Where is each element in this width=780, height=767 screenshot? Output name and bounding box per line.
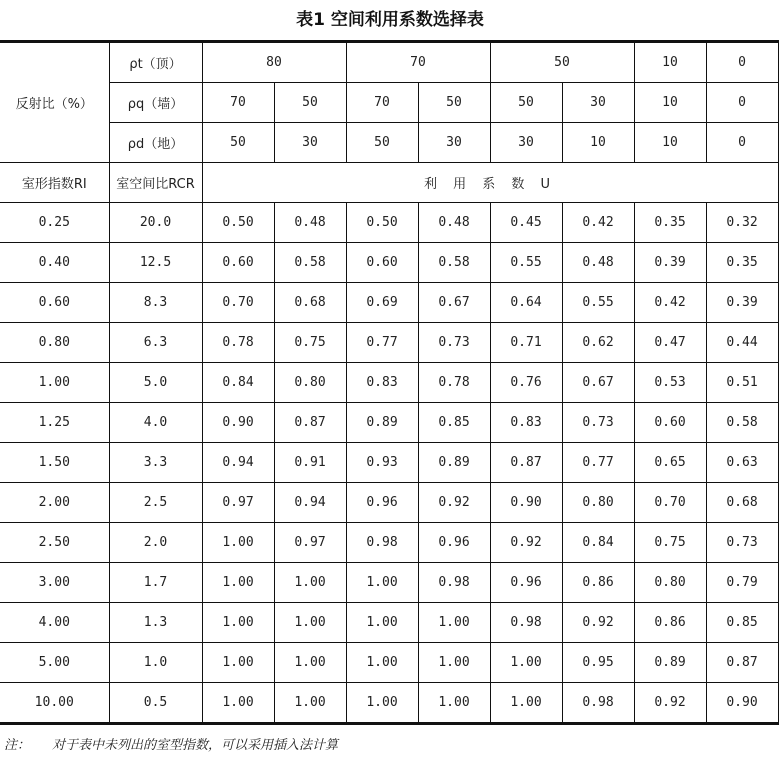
rho-d-value: 10 [562,123,634,163]
u-value-cell: 0.84 [202,363,274,403]
u-value-cell: 0.53 [634,363,706,403]
rho-q-value: 50 [490,83,562,123]
table-title: 表1 空间利用系数选择表 [296,10,484,30]
u-value-cell: 0.79 [706,563,778,603]
rho-q-value: 10 [634,83,706,123]
u-value-cell: 0.91 [274,443,346,483]
ri-cell: 5.00 [0,643,109,683]
table-row [0,563,778,603]
u-value-cell: 0.60 [202,243,274,283]
rho-t-value: 0 [706,42,778,83]
u-value-cell: 0.92 [490,523,562,563]
table-row [0,243,778,283]
u-value-cell: 0.58 [274,243,346,283]
table-row [0,283,778,323]
u-value-cell: 0.55 [562,283,634,323]
u-value-cell: 0.80 [634,563,706,603]
u-value-cell: 0.63 [706,443,778,483]
rcr-cell: 1.3 [109,603,202,643]
u-value-cell: 0.35 [634,203,706,243]
u-value-cell: 0.96 [490,563,562,603]
u-value-cell: 0.67 [562,363,634,403]
u-value-cell: 0.44 [706,323,778,363]
ri-cell: 0.25 [0,203,109,243]
table-row [0,483,778,523]
u-value-cell: 0.98 [490,603,562,643]
u-value-cell: 0.73 [562,403,634,443]
u-value-cell: 0.48 [418,203,490,243]
u-value-cell: 0.94 [274,483,346,523]
u-value-cell: 0.73 [706,523,778,563]
u-value-cell: 0.77 [562,443,634,483]
rcr-cell: 3.3 [109,443,202,483]
u-value-cell: 0.70 [202,283,274,323]
rho-q-value: 50 [418,83,490,123]
rho-t-label: ρt（顶） [109,42,202,83]
u-value-cell: 0.96 [418,523,490,563]
u-value-cell: 1.00 [202,643,274,683]
u-value-cell: 0.58 [706,403,778,443]
ri-cell: 1.50 [0,443,109,483]
table-row [0,643,778,683]
ri-cell: 0.40 [0,243,109,283]
utilization-coefficient-table [0,40,779,725]
rho-q-value: 70 [202,83,274,123]
u-value-cell: 1.00 [346,683,418,724]
rho-d-value: 50 [346,123,418,163]
ri-column-header: 室形指数RI [0,163,109,203]
u-value-cell: 0.64 [490,283,562,323]
u-value-cell: 1.00 [346,643,418,683]
u-value-cell: 1.00 [202,523,274,563]
u-value-cell: 0.96 [346,483,418,523]
table-row [0,523,778,563]
rcr-cell: 12.5 [109,243,202,283]
u-value-cell: 0.39 [706,283,778,323]
u-column-header: 利 用 系 数 U [202,163,778,203]
rho-q-value: 0 [706,83,778,123]
u-value-cell: 0.75 [274,323,346,363]
ri-cell: 4.00 [0,603,109,643]
rho-t-value: 70 [346,42,490,83]
rcr-cell: 8.3 [109,283,202,323]
u-value-cell: 0.89 [634,643,706,683]
footnote [4,734,338,753]
u-value-cell: 0.77 [346,323,418,363]
u-value-cell: 0.80 [274,363,346,403]
u-value-cell: 0.55 [490,243,562,283]
table-row [0,603,778,643]
u-value-cell: 1.00 [346,563,418,603]
u-value-cell: 0.90 [202,403,274,443]
u-value-cell: 0.87 [490,443,562,483]
rho-d-value: 50 [202,123,274,163]
rcr-cell: 20.0 [109,203,202,243]
u-value-cell: 0.32 [706,203,778,243]
u-value-cell: 0.92 [418,483,490,523]
u-value-cell: 1.00 [490,683,562,724]
u-value-cell: 0.69 [346,283,418,323]
u-value-cell: 0.83 [346,363,418,403]
rho-q-value: 30 [562,83,634,123]
u-value-cell: 0.98 [562,683,634,724]
u-value-cell: 0.60 [346,243,418,283]
u-value-cell: 0.48 [562,243,634,283]
rho-q-label: ρq（墙） [109,83,202,123]
table-row [0,443,778,483]
rcr-cell: 1.7 [109,563,202,603]
rcr-cell: 2.0 [109,523,202,563]
u-value-cell: 0.93 [346,443,418,483]
u-value-cell: 0.90 [706,683,778,724]
u-value-cell: 0.85 [418,403,490,443]
header-row-rho-t [0,42,778,83]
u-value-cell: 1.00 [202,563,274,603]
table-row [0,683,778,724]
u-value-cell: 0.70 [634,483,706,523]
u-value-cell: 0.78 [418,363,490,403]
ri-cell: 3.00 [0,563,109,603]
ri-cell: 0.80 [0,323,109,363]
u-value-cell: 0.80 [562,483,634,523]
u-value-cell: 1.00 [490,643,562,683]
u-value-cell: 1.00 [274,643,346,683]
rho-q-value: 50 [274,83,346,123]
rcr-cell: 6.3 [109,323,202,363]
footnote-text: 对于表中未列出的室型指数，可以采用插入法计算 [52,738,339,753]
rcr-column-header: 室空间比RCR [109,163,202,203]
u-value-cell: 0.47 [634,323,706,363]
u-value-cell: 0.71 [490,323,562,363]
u-value-cell: 0.94 [202,443,274,483]
u-value-cell: 0.35 [706,243,778,283]
u-value-cell: 0.42 [634,283,706,323]
u-value-cell: 0.67 [418,283,490,323]
u-value-cell: 0.42 [562,203,634,243]
ri-cell: 1.00 [0,363,109,403]
header-row-rho-q [0,83,778,123]
ri-cell: 1.25 [0,403,109,443]
u-value-cell: 0.98 [346,523,418,563]
u-value-cell: 0.78 [202,323,274,363]
u-value-cell: 0.87 [274,403,346,443]
u-value-cell: 1.00 [202,603,274,643]
u-value-cell: 1.00 [418,643,490,683]
rho-t-value: 80 [202,42,346,83]
u-value-cell: 0.60 [634,403,706,443]
footnote-prefix: 注： [4,738,31,753]
u-value-cell: 0.97 [274,523,346,563]
u-value-cell: 1.00 [418,603,490,643]
u-value-cell: 0.39 [634,243,706,283]
rho-d-value: 10 [634,123,706,163]
table-row [0,403,778,443]
header-row-rho-d [0,123,778,163]
u-value-cell: 0.84 [562,523,634,563]
rho-q-value: 70 [346,83,418,123]
ri-cell: 10.00 [0,683,109,724]
u-value-cell: 0.89 [346,403,418,443]
u-value-cell: 0.68 [706,483,778,523]
ri-cell: 2.50 [0,523,109,563]
ri-cell: 2.00 [0,483,109,523]
u-value-cell: 0.50 [346,203,418,243]
u-value-cell: 0.73 [418,323,490,363]
u-value-cell: 0.62 [562,323,634,363]
rcr-cell: 4.0 [109,403,202,443]
ri-cell: 0.60 [0,283,109,323]
u-value-cell: 0.89 [418,443,490,483]
u-value-cell: 1.00 [274,563,346,603]
rho-d-value: 30 [490,123,562,163]
rcr-cell: 2.5 [109,483,202,523]
rcr-cell: 1.0 [109,643,202,683]
header-row-columns [0,163,778,203]
reflectance-label: 反射比（%） [0,42,109,163]
u-value-cell: 0.98 [418,563,490,603]
table-row [0,323,778,363]
u-value-cell: 1.00 [346,603,418,643]
rho-d-label: ρd（地） [109,123,202,163]
rho-d-value: 30 [274,123,346,163]
rcr-cell: 0.5 [109,683,202,724]
rcr-cell: 5.0 [109,363,202,403]
u-value-cell: 1.00 [202,683,274,724]
u-value-cell: 1.00 [418,683,490,724]
u-value-cell: 0.97 [202,483,274,523]
u-value-cell: 0.65 [634,443,706,483]
u-value-cell: 0.95 [562,643,634,683]
rho-d-value: 0 [706,123,778,163]
rho-t-value: 50 [490,42,634,83]
u-value-cell: 0.76 [490,363,562,403]
u-value-cell: 0.92 [562,603,634,643]
u-value-cell: 0.58 [418,243,490,283]
table-row [0,363,778,403]
table-row [0,203,778,243]
u-value-cell: 1.00 [274,683,346,724]
u-value-cell: 0.48 [274,203,346,243]
u-value-cell: 0.50 [202,203,274,243]
u-value-cell: 0.87 [706,643,778,683]
rho-d-value: 30 [418,123,490,163]
rho-t-value: 10 [634,42,706,83]
u-value-cell: 0.90 [490,483,562,523]
u-value-cell: 0.51 [706,363,778,403]
u-value-cell: 1.00 [274,603,346,643]
u-value-cell: 0.92 [634,683,706,724]
u-value-cell: 0.75 [634,523,706,563]
u-value-cell: 0.86 [562,563,634,603]
u-value-cell: 0.68 [274,283,346,323]
u-value-cell: 0.83 [490,403,562,443]
u-value-cell: 0.45 [490,203,562,243]
u-value-cell: 0.85 [706,603,778,643]
u-value-cell: 0.86 [634,603,706,643]
